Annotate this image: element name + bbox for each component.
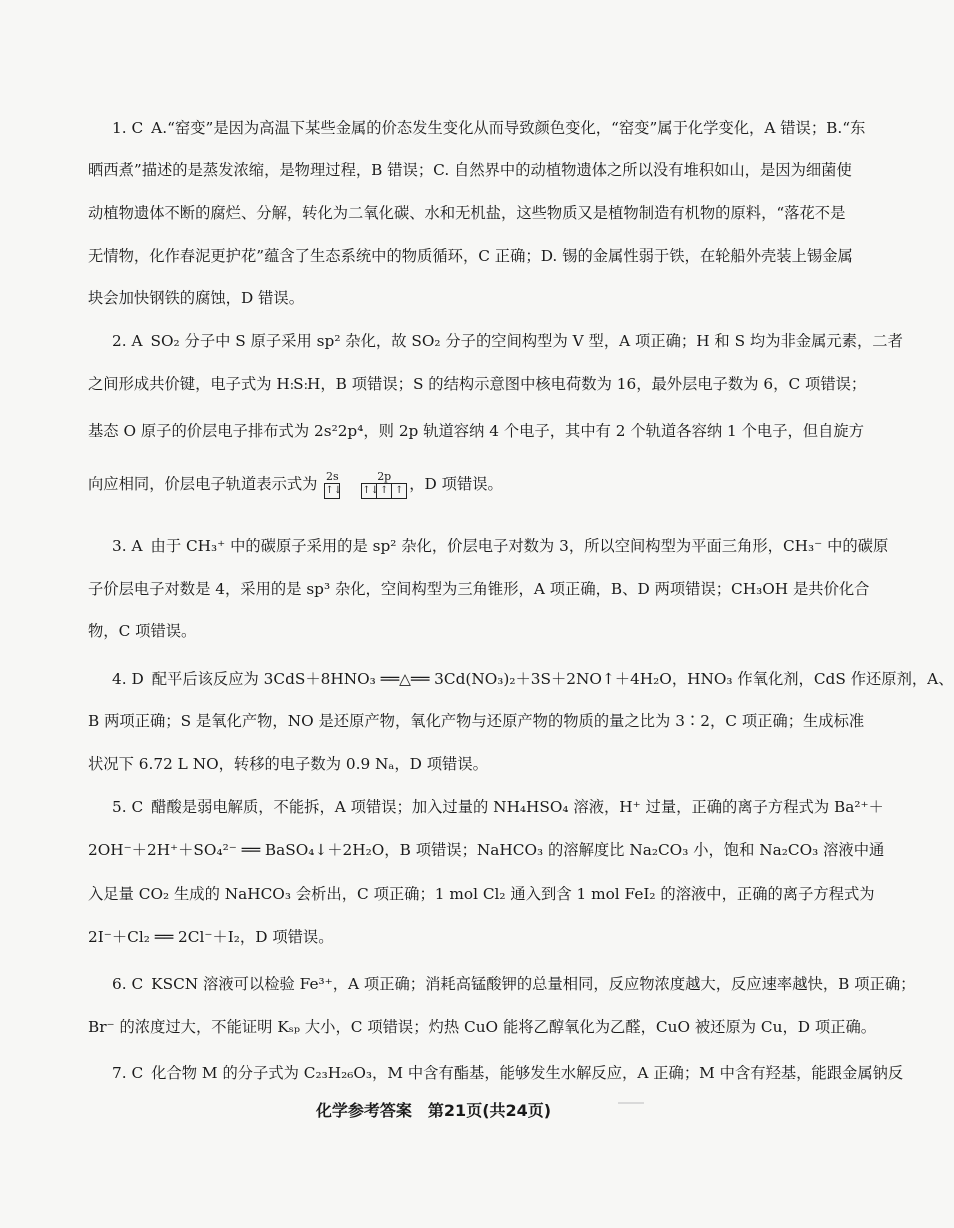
answer-5-number: 5. C <box>112 798 144 816</box>
lone-pair-dots-right: : <box>303 378 308 393</box>
answer-1-number: 1. C <box>112 119 144 137</box>
orbital-box: ↑ <box>395 485 404 496</box>
answer-1-line-2: 晒西煮”描述的是蒸发浓缩，是物理过程，B 错误；C. 自然界中的动植物遗体之所以没有堆积如山，是因为细菌使 <box>88 161 852 179</box>
answer-3-number: 3. A <box>112 537 143 555</box>
orbital-2s: 2s ↑↓ <box>324 471 340 499</box>
answer-5-line-4: 2I⁻＋Cl₂ ══ 2Cl⁻＋I₂，D 项错误。 <box>88 928 334 946</box>
answer-7-number: 7. C <box>112 1064 144 1082</box>
answer-5-line-1: 5. C 醋酸是弱电解质，不能拆，A 项错误；加入过量的 NH₄HSO₄ 溶液，H⁺ 过量，正确的离子方程式为 Ba²⁺＋ <box>112 798 884 816</box>
orbital-2p: 2p ↑↓ ↑ ↑ <box>361 471 407 499</box>
answer-2-number: 2. A <box>112 332 143 350</box>
answer-5-line-3: 入足量 CO₂ 生成的 NaHCO₃ 会析出，C 项正确；1 mol Cl₂ 通入到含 1 mol FeI₂ 的溶液中，正确的离子方程式为 <box>88 885 875 903</box>
answer-4-line-3: 状况下 6.72 L NO，转移的电子数为 0.9 Nₐ，D 项错误。 <box>88 755 488 773</box>
answer-4-number: 4. D <box>112 670 144 688</box>
answer-4-line-2: B 两项正确；S 是氧化产物，NO 是还原产物，氧化产物与还原产物的物质的量之比为 3∶2，C 项正确；生成标准 <box>88 712 865 730</box>
answer-3-line-2: 子价层电子对数是 4，采用的是 sp³ 杂化，空间构型为三角锥形，A 项正确，B、D 两项错误；CH₃OH 是共价化合 <box>88 580 870 598</box>
footer-page-number: 第21页(共24页) <box>427 1101 552 1120</box>
answer-3-line-3: 物，C 项错误。 <box>88 622 197 640</box>
answer-1-line-1: 1. C A.“窑变”是因为高温下某些金属的价态发生变化从而导致颜色变化，“窑变”属于化学变化，A 错误；B.“东 <box>112 119 866 137</box>
answer-1-line-4: 无情物，化作春泥更护花”蕴含了生态系统中的物质循环，C 正确；D. 锡的金属性弱于铁，在轮船外壳装上锡金属 <box>88 247 853 265</box>
lone-pair-dots: : <box>289 378 294 393</box>
answer-6-line-1: 6. C KSCN 溶液可以检验 Fe³⁺，A 项正确；消耗高锰酸钾的总量相同，反应物浓度越大，反应速率越快，B 项正确； <box>112 975 916 993</box>
orbital-box: ↑↓ <box>325 485 343 496</box>
answer-3-line-1: 3. A 由于 CH₃⁺ 中的碳原子采用的是 sp² 杂化，价层电子对数为 3，所以空间构型为平面三角形，CH₃⁻ 中的碳原 <box>112 537 889 555</box>
footer-subject: 化学参考答案 <box>315 1101 412 1120</box>
page-footer <box>0 1098 867 1121</box>
answer-7-line-1: 7. C 化合物 M 的分子式为 C₂₃H₂₆O₃，M 中含有酯基，能够发生水解反应，A 正确；M 中含有羟基，能跟金属钠反 <box>112 1064 904 1082</box>
answer-5-line-2: 2OH⁻＋2H⁺＋SO₄²⁻ ══ BaSO₄↓＋2H₂O，B 项错误；NaHCO₃ 的溶解度比 Na₂CO₃ 小，饱和 Na₂CO₃ 溶液中通 <box>88 841 885 859</box>
answer-6-line-2: Br⁻ 的浓度过大，不能证明 Kₛₚ 大小，C 项错误；灼热 CuO 能将乙醇氧化为乙醛，CuO 被还原为 Cu，D 项正确。 <box>88 1018 877 1036</box>
answer-1-line-3: 动植物遗体不断的腐烂、分解，转化为二氧化碳、水和无机盐，这些物质又是植物制造有机物的原料，“落花不是 <box>88 204 846 222</box>
answer-2-line-4: 向应相同，价层电子轨道表示式为 2s ↑↓ 2p ↑↓ ↑ ↑ ，D 项错误。 <box>88 467 752 501</box>
answer-2-line-1: 2. A SO₂ 分子中 S 原子采用 sp² 杂化，故 SO₂ 分子的空间构型为 V 型，A 项正确；H 和 S 均为非金属元素，二者 <box>112 332 903 350</box>
answer-1-line-5: 块会加快钢铁的腐蚀，D 错误。 <box>88 289 304 307</box>
answer-2-line-3: 基态 O 原子的价层电子排布式为 2s²2p⁴，则 2p 轨道容纳 4 个电子，其中有 2 个轨道各容纳 1 个电子，但自旋方 <box>88 422 864 440</box>
answer-6-number: 6. C <box>112 975 144 993</box>
orbital-box: ↑ <box>377 484 392 498</box>
answer-2-line-2: 之间形成共价键，电子式为 H:S:H，B 项错误；S 的结构示意图中核电荷数为 16，最外层电子数为 6，C 项错误； <box>88 374 752 396</box>
electron-formula-s: S <box>293 375 304 393</box>
answer-4-line-1: 4. D 配平后该反应为 3CdS＋8HNO₃ ══△══ 3Cd(NO₃)₂＋3S＋2NO↑＋4H₂O，HNO₃ 作氧化剂，CdS 作还原剂，A、 <box>112 670 954 688</box>
orbital-box: ↑↓ <box>362 485 379 496</box>
